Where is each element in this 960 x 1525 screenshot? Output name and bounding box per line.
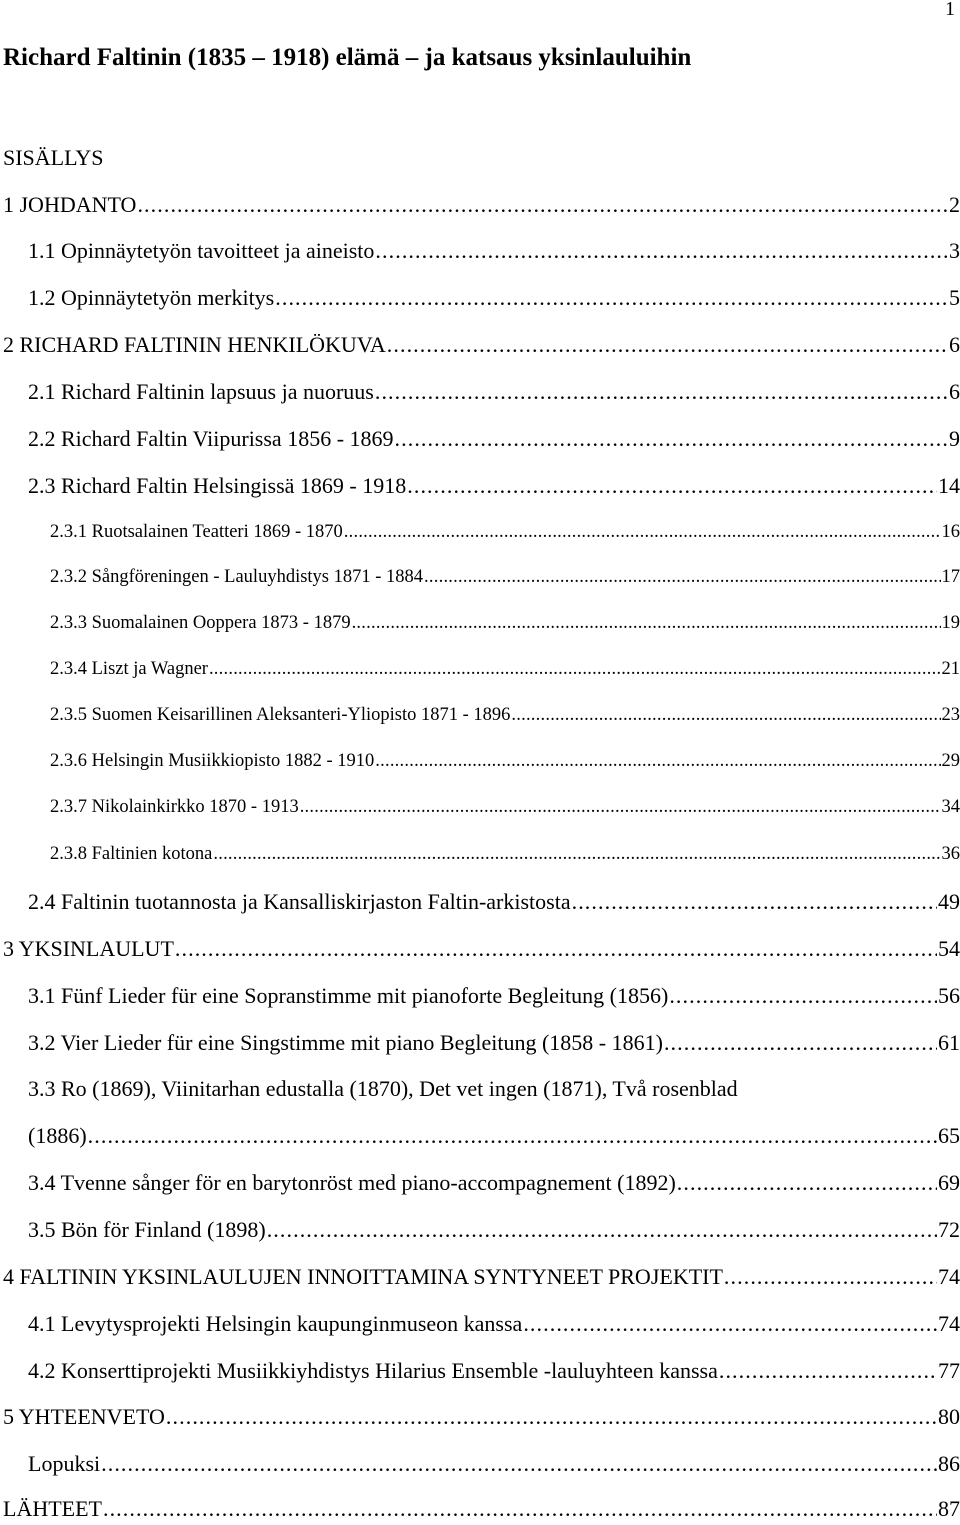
dot-leader — [166, 1404, 937, 1430]
toc-entry-label: 1.1 Opinnäytetyön tavoitteet ja aineisto — [28, 238, 375, 263]
dot-leader — [669, 983, 937, 1009]
dot-leader — [88, 1123, 937, 1149]
toc-entry-page: 34 — [941, 797, 960, 817]
dot-leader — [352, 613, 941, 634]
dot-leader — [275, 285, 948, 311]
toc-entry[interactable] — [3, 936, 960, 962]
toc-entry-page: 2 — [949, 192, 960, 217]
toc-entry-page: 3 — [949, 238, 960, 263]
toc-entry-page: 16 — [941, 522, 960, 542]
toc-entry-label: 4.1 Levytysprojekti Helsingin kaupunginmuseon kanssa — [28, 1311, 523, 1336]
toc-entry[interactable] — [3, 1404, 960, 1430]
dot-leader — [213, 844, 940, 865]
toc-entry-label: 2.4 Faltinin tuotannosta ja Kansalliskirjaston Faltin-arkistosta — [28, 889, 571, 914]
dot-leader — [344, 522, 941, 543]
toc-entry-label: 3.5 Bön för Finland (1898) — [28, 1217, 266, 1242]
toc-entry-label: 3.2 Vier Lieder für eine Singstimme mit piano Begleitung (1858 - 1861) — [28, 1030, 663, 1055]
toc-entry[interactable] — [28, 426, 960, 452]
toc-entry[interactable] — [50, 844, 960, 865]
toc-entry[interactable] — [50, 659, 960, 680]
toc-entry-page: 5 — [949, 285, 960, 310]
toc-entry-label: (1886) — [28, 1123, 87, 1148]
dot-leader — [511, 705, 940, 726]
toc-entry[interactable] — [3, 1264, 960, 1290]
dot-leader — [724, 1264, 937, 1290]
toc-entry-page: 56 — [938, 983, 960, 1008]
dot-leader — [523, 1311, 937, 1337]
toc-entry[interactable] — [28, 1311, 960, 1337]
toc-entry-page: 87 — [938, 1496, 960, 1521]
dot-leader — [267, 1217, 937, 1243]
toc-entry[interactable] — [50, 522, 960, 543]
dot-leader — [375, 238, 948, 264]
toc-entry-label: 2.3.3 Suomalainen Ooppera 1873 - 1879 — [50, 613, 351, 633]
toc-entry-page: 80 — [938, 1404, 960, 1429]
toc-entry[interactable] — [28, 1358, 960, 1384]
toc-entry-label: 2.1 Richard Faltinin lapsuus ja nuoruus — [28, 379, 374, 404]
toc-entry-page: 65 — [938, 1123, 960, 1148]
toc-entry[interactable] — [28, 983, 960, 1009]
toc-entry[interactable] — [28, 1217, 960, 1243]
toc-entry-page: 61 — [938, 1030, 960, 1055]
toc-entry-page: 21 — [941, 659, 960, 679]
toc-entry[interactable] — [28, 1170, 960, 1196]
toc-entry-label: 2.3.1 Ruotsalainen Teatteri 1869 - 1870 — [50, 522, 343, 542]
toc-entry-label: 2.3.8 Faltinien kotona — [50, 844, 213, 864]
toc-entry-label: 4.2 Konserttiprojekti Musiikkiyhdistys Hilarius Ensemble -lauluyhteen kanssa — [28, 1358, 718, 1383]
toc-entry-page: 72 — [938, 1217, 960, 1242]
toc-entry[interactable] — [3, 332, 960, 358]
toc-entry-label: 3 YKSINLAULUT — [3, 936, 174, 961]
dot-leader — [209, 659, 941, 680]
toc-entry-label: 1 JOHDANTO — [3, 192, 137, 217]
dot-leader — [719, 1358, 937, 1384]
toc-entry-label: LÄHTEET — [3, 1496, 102, 1521]
toc-entry-label: 2.3 Richard Faltin Helsingissä 1869 - 1918 — [28, 473, 407, 498]
toc-entry-label: 3.1 Fünf Lieder für eine Sopranstimme mit pianoforte Begleitung (1856) — [28, 983, 669, 1008]
dot-leader — [395, 426, 948, 452]
toc-entry[interactable] — [50, 613, 960, 634]
toc-entry-page: 6 — [949, 379, 960, 404]
toc-entry[interactable] — [28, 889, 960, 915]
toc-entry-page: 9 — [949, 426, 960, 451]
toc-entry[interactable] — [28, 473, 960, 499]
toc-entry-page: 74 — [938, 1311, 960, 1336]
toc-entry[interactable] — [28, 1123, 960, 1149]
toc-entry-label: 3.4 Tvenne sånger för en barytonröst med piano-accompagnement (1892) — [28, 1170, 676, 1195]
document-title: Richard Faltinin (1835 – 1918) elämä – ja katsaus yksinlauluihin — [3, 44, 692, 71]
dot-leader — [677, 1170, 937, 1196]
dot-leader — [572, 889, 937, 915]
toc-heading: SISÄLLYS — [3, 145, 104, 170]
toc-entry-page: 36 — [941, 844, 960, 864]
toc-entry[interactable] — [28, 238, 960, 264]
toc-entry-page: 6 — [949, 332, 960, 357]
toc-entry-label: Lopuksi — [28, 1451, 101, 1476]
toc-entry[interactable] — [28, 285, 960, 311]
dot-leader — [101, 1451, 937, 1477]
toc-entry-page: 14 — [938, 473, 960, 498]
dot-leader — [300, 797, 941, 818]
dot-leader — [387, 332, 948, 358]
dot-leader — [103, 1496, 937, 1522]
toc-entry-label: 2.3.6 Helsingin Musiikkiopisto 1882 - 1910 — [50, 751, 375, 771]
dot-leader — [407, 473, 937, 499]
toc-entry[interactable] — [3, 1496, 960, 1522]
dot-leader — [424, 567, 940, 588]
toc-entry[interactable] — [50, 797, 960, 818]
toc-entry-page: 69 — [938, 1170, 960, 1195]
toc-entry-label-wrapped: 3.3 Ro (1869), Viinitarhan edustalla (1870), Det vet ingen (1871), Två rosenblad — [28, 1076, 738, 1101]
dot-leader — [375, 379, 948, 405]
dot-leader — [664, 1030, 937, 1056]
toc-entry-page: 86 — [938, 1451, 960, 1476]
toc-entry-page: 74 — [938, 1264, 960, 1289]
toc-entry-page: 54 — [938, 936, 960, 961]
toc-entry-page: 77 — [938, 1358, 960, 1383]
toc-entry[interactable] — [50, 705, 960, 726]
toc-entry-page: 49 — [938, 889, 960, 914]
dot-leader — [375, 751, 940, 772]
toc-entry-label: 2 RICHARD FALTININ HENKILÖKUVA — [3, 332, 386, 357]
toc-entry-page: 29 — [941, 751, 960, 771]
toc-entry-label: 1.2 Opinnäytetyön merkitys — [28, 285, 275, 310]
toc-entry-label: 5 YHTEENVETO — [3, 1404, 165, 1429]
toc-entry[interactable] — [28, 1030, 960, 1056]
toc-entry[interactable] — [50, 751, 960, 772]
toc-entry-label: 2.3.5 Suomen Keisarillinen Aleksanteri-Yliopisto 1871 - 1896 — [50, 705, 511, 725]
toc-entry-label: 2.3.2 Sångföreningen - Lauluyhdistys 1871 - 1884 — [50, 567, 424, 587]
toc-entry-page: 23 — [941, 705, 960, 725]
toc-entry-label: 2.3.4 Liszt ja Wagner — [50, 659, 208, 679]
toc-entry-page: 17 — [941, 567, 960, 587]
toc-entry-label: 2.3.7 Nikolainkirkko 1870 - 1913 — [50, 797, 299, 817]
toc-entry-label: 4 FALTININ YKSINLAULUJEN INNOITTAMINA SYNTYNEET PROJEKTIT — [3, 1264, 723, 1289]
dot-leader — [175, 936, 937, 962]
page-number: 1 — [945, 0, 955, 20]
toc-entry-label: 2.2 Richard Faltin Viipurissa 1856 - 1869 — [28, 426, 394, 451]
toc-entry[interactable] — [50, 567, 960, 588]
toc-entry[interactable] — [28, 379, 960, 405]
toc-entry[interactable] — [28, 1451, 960, 1477]
dot-leader — [137, 192, 948, 218]
toc-entry-page: 19 — [941, 613, 960, 633]
toc-entry[interactable] — [3, 192, 960, 218]
